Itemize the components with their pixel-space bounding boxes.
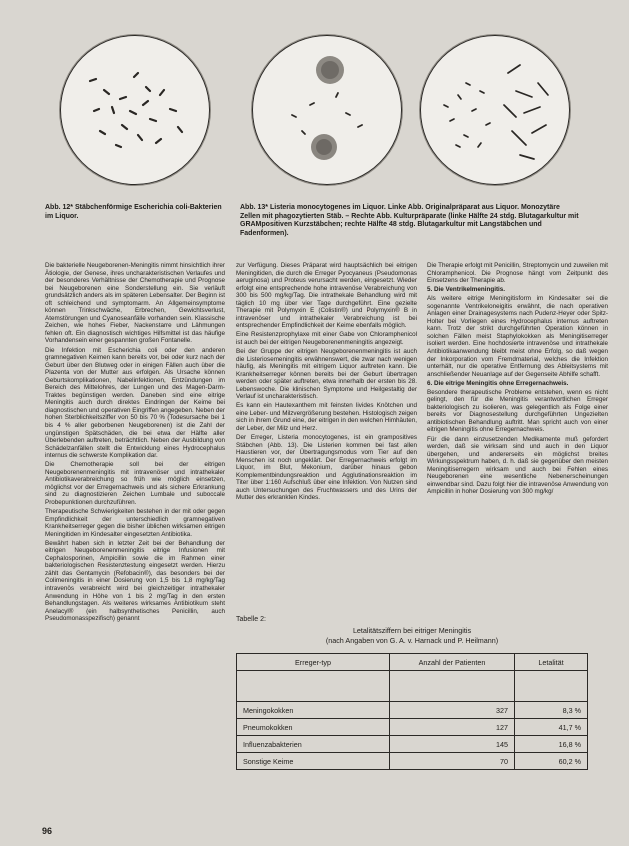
column-header: Anzahl der Patienten [390, 654, 515, 671]
figure-right-label: Abb. 13* [240, 204, 269, 211]
micrograph-ecoli [60, 35, 210, 185]
table-spacer-row [237, 671, 588, 702]
paragraph: Eine Resistenzprophylaxe mit einer Gabe von Chloramphenicol ist auch bei der eitrigen Neugeborenenmeningitis angezeigt. [236, 331, 417, 346]
table-cell: 16,8 % [515, 736, 588, 753]
figure-left-caption-text: Stäbchenförmige Escherichia coli-Bakterien im Liquor. [45, 204, 222, 220]
figure-right-1 [250, 30, 405, 190]
section-heading: 6. Die eitrige Meningitis ohne Erregernachweis. [427, 379, 569, 387]
section-heading: 5. Die Ventrikelmeningitis. [427, 286, 506, 294]
figure-right-caption [240, 204, 582, 238]
table-row [237, 719, 588, 736]
table-cell: 145 [390, 736, 515, 753]
table-row [237, 702, 588, 719]
text-column-middle [236, 262, 417, 568]
table-cell: 8,3 % [515, 702, 588, 719]
paragraph: Die Infektion mit Escherichia coli oder den anderen gramnegativen Keimen kann bereits vor, bei oder kurz nach der Geburt über den Blutweg oder in einigen Fällen auch über die Plazenta von der Mutter aus erfolgen. Als Ursache können Geburtskomplikationen, Nabelinfektionen, Entzündungen im Bereich des Mittelohres, der Lungen und des Magen-Darm-Traktes begünstigen werden. Daneben sind eine eitrige Meningitis auch durch direktes Eindringen der Keime bei diagnostischen und operativen Eingriffen angegeben. Neben der hohen Sterblichkeitsziffer von 50 bis 70 % (Todesursache bei 1 bis 4 % aller geborbenen Neugeborenen) ist die Zahl der ungünstigen Spätschäden, die bei etwa der Hälfte aller Überlebenden auftreten, beträchtlich. Neben der Ausbildung von Schädelzanfällen stellt die Entwicklung eines Hydrocephalus internus die schwerste Komplikation dar. [45, 346, 225, 460]
text-column-right [427, 262, 608, 568]
table-row [237, 736, 588, 753]
paragraph: Der Erreger, Listeria monocytogenes, ist ein grampositives Stäbchen (Abb. 13). Die Listerien kommen bei fast allen Haustieren vor, der Übertragungsmodus vom Tier auf den Menschen ist noch ungeklärt. Der Erregernachweis erfolgt im Liquor, im Blut, Mekonium, darüber hinaus gebon Komplementbindungsreaktion und Agglutinationsreaktion im Titer über 1:160 Aufschluß über eine Infektion. Von Nutzen sind auch Untersuchungen des Fruchtwassers und des Urins der Mutter des erkrankten Kindes. [236, 434, 417, 502]
micrograph-listeria-culture [420, 35, 570, 185]
figure-right-2 [415, 30, 575, 190]
table-label: Tabelle 2: [236, 616, 266, 623]
table-cell: 41,7 % [515, 719, 588, 736]
page-number: 96 [42, 826, 53, 836]
monocyte-cells-graphic [252, 35, 402, 185]
paragraph: Bewährt haben sich in letzter Zeit bei der Behandlung der eitrigen Neugeborenenmeningitis eitrige Infusionen mit Cephalosporinen, Ampicillin sowie die im Rahmen einer bakteriologischen Resistenztestung eingesetzt werden. Hierzu zählt das Gentamycin (Refobacin®), das besonders bei der Colimeningitis in einer Dosierung von 1,5 bis 1,8 mg/kg/Tag intravenös verabreicht wird bei gleichzeitiger intrathekaler Anwendung in Höhe von 1 bis 2 mg/Tag in den ersten Behandlungstagen. Als weiteres wirksames Antibiotikum steht Anelacyl® (ein halbsynthetisches Penicillin, auch Pseudomonasspezifisch) genannt [45, 539, 225, 623]
mortality-table-wrap [236, 653, 588, 770]
column-header: Letalität [515, 654, 588, 671]
table-cell: 60,2 % [515, 753, 588, 770]
paragraph: Es kann ein Hautexanthem mit feinsten livides Knötchen und eine Leber- und Milzvergrößerung bestehen. Histologisch zeigen sich in ihrem Grund eine, der eitrigen in den welchen Himhäuten, der Leber, der Milz und Herz. [236, 402, 417, 432]
figure-left [55, 30, 215, 190]
table-cell: Influenzabakterien [237, 736, 390, 753]
table-cell: Meningokokken [237, 702, 390, 719]
paragraph: Die Therapie erfolgt mit Penicillin, Streptomycin und zuweilen mit Chloramphenicol. Die Prognose hängt vom Zeitpunkt des Einsetzens der Therapie ab. [427, 262, 608, 285]
table-cell: Pneumokokken [237, 719, 390, 736]
paragraph: Die bakterielle Neugeborenen-Meningitis nimmt hinsichtlich ihrer Ätiologie, der Genese, ihres uncharakteristischen Verlaufes und der besonderes Verhältnisse der Chemotherapie und Prognose bei Neugeborenen eine Sonderstellung ein. Sie verläuft grundsätzlich anders als im späteren Lebensalter. Der Beginn ist oft schleichend und symptomarm. An Allgemeinsymptome können Trinkschwäche, Erbrechen, Gewichtsverlust, Atemstörungen und Cyanoseanfälle vorhanden sein. Klassische Zeichen, wie hohes Fieber, Nackenstarre und Lähmungen fehlen oft. Ein diagnostisch wichtiges Hilfsmittel ist das häufige Vorhandensein einer gespannten großen Fontanelle. [45, 262, 225, 345]
figure-right-caption-text: Listeria monocytogenes im Liquor. Linke Abb. Originalpräparat aus Liquor. Monozytäre Zellen mit phagozytierten Stäb. – Rechte Abb. Kulturpräparate (linke Hälfte 24 stdg. Blutagarkultur mit GRAMpositiven Kurzstäbchen; rechte Hälfte 48 stdg. Blutagarkultur mit Langstäbchen und Fadenformen). [240, 204, 579, 237]
figure-left-caption [45, 204, 225, 221]
figure-left-label: Abb. 12* [45, 204, 74, 211]
text-column-left [45, 262, 225, 798]
mortality-table [236, 653, 588, 770]
table-cell: Sonstige Keime [237, 753, 390, 770]
paragraph: Therapeutische Schwierigkeiten bestehen in der mit oder gegen Empfindlichkeit der unterschiedlich gramnegativen Krankheitserreger gegen die bisher üblichen wirksamen eitrigen Meningitiden im Kindesalter eingesetzten Antibiotika. [45, 508, 225, 538]
rod-bacteria-graphic [60, 35, 210, 185]
paragraph: zur Verfügung. Dieses Präparat wird hauptsächlich bei eitrigen Meningitiden, die durch die Erreger Pyocyaneus (Pseudomonas aeruginosa) und Proteus verursacht werden, eingesetzt. Wieder erfolgt eine entsprechende hohe intravenöse Verabreichung von 300 bis 500 mg/kg/Tag. Die intrathekale Behandlung wird mit täglich 10 mg über vier Tage durchgeführt. Eine gezielte Therapie mit Polymyxin E (Colistin®) und Polymyxin® B in intravenöser und intrathekaler Verabreichung ist bei entsprechender Empfindlichkeit der Keime ebenfalls möglich. [236, 262, 417, 330]
table-subtitle: (nach Angaben von G. A. v. Harnack und P. Heilmann) [325, 636, 499, 645]
paragraph: Die Chemotherapie soll bei der eitrigen Neugeborenenmeningitis mit intravenöser und intrathekaler Antibiotikaverabreichung so früh wie möglich einsetzen, möglichst vor der Erregernachweis und als sichere Erkrankung sind zu diagnostizieren Zeichen Lumbale und suboccale Probepunktionen durchzuführen. [45, 461, 225, 506]
table-header-row [237, 654, 588, 671]
table-cell: 70 [390, 753, 515, 770]
table-title: Letalitätsziffern bei eitriger Meningitis [352, 626, 472, 635]
micrograph-listeria-liquor [252, 35, 402, 185]
table-cell: 327 [390, 702, 515, 719]
culture-bacteria-graphic [420, 35, 570, 185]
table-cell: 127 [390, 719, 515, 736]
table-row [237, 753, 588, 770]
paragraph: Bei der Gruppe der eitrigen Neugeborenenmeningitis ist auch die Listeriosemeningitis erwähnenswert, die zwar nach wenigen häufig, als Meningitis mit eitrigem Liquor auftreten kann. Die Krankheitserreger können bereits bei der Geburt übertragen werden oder später auftreten, etwa innerhalb der ersten bis 28. Lebenswoche. Die klinischen Symptome und Heilgestaltig der Verlauf ist uncharakteristisch. [236, 348, 417, 401]
paragraph: Besondere therapeutische Probleme entstehen, wenn es nicht gelingt, den für die Meningitis verantwortlichen Erreger bakteriologisch zu isolieren, was gelegentlich als Folge einer bereits vor Diagnosestellung durchgeführten Ungezielten antibiotischen Behandlung auftritt. Man spricht auch von einer eitrigen Meningitis ohne Erregernachweis. [427, 388, 608, 434]
paragraph: Für die dann einzusetzenden Medikamente muß gefordert werden, daß sie wirksam sind und auch in den Liquor übergehen, und andererseits ein möglichst breites Wirkungsspektrum haben, d. h. daß sie gegenüber den meisten Meningitiserregern wirksam und auch bei Fehlen eines Neugeborenen eine wesentliche Nebenerscheinungen einwendbar sind. Dazu folgt hier die intravenöse Anwendung von Ampicillin in hoher Dosierung von 300 mg/kg/ [427, 435, 608, 496]
column-header: Erreger-typ [237, 654, 390, 671]
paragraph: Als weitere eitrige Meningitisform im Kindesalter sei die sogenannte Ventrikeloneigitis erwähnt, die nach operativen Anlagen einer Drainagesystems nach Pudenz-Heyer oder Spitz-Holter bei Vorliegen eines Hydrocephalus internus auftreten kann. Trotz der strikt durchgeführten Operation können in solchen Fällen meist Staphylokokken als Meningitiserreger isoliert werden. Eine hochdosierte intravenöse und intrathekale Antibiotikaanwendung bleibt meist ohne Erfolg, so daß wegen der Inkorporation vom Fremdmaterial, welches die Infektion unterhält, nur die operative Entfernung des Ableitsystems mit anschließender Neuanlage auf der Gegenseite Abhilfe schafft. [427, 295, 608, 378]
